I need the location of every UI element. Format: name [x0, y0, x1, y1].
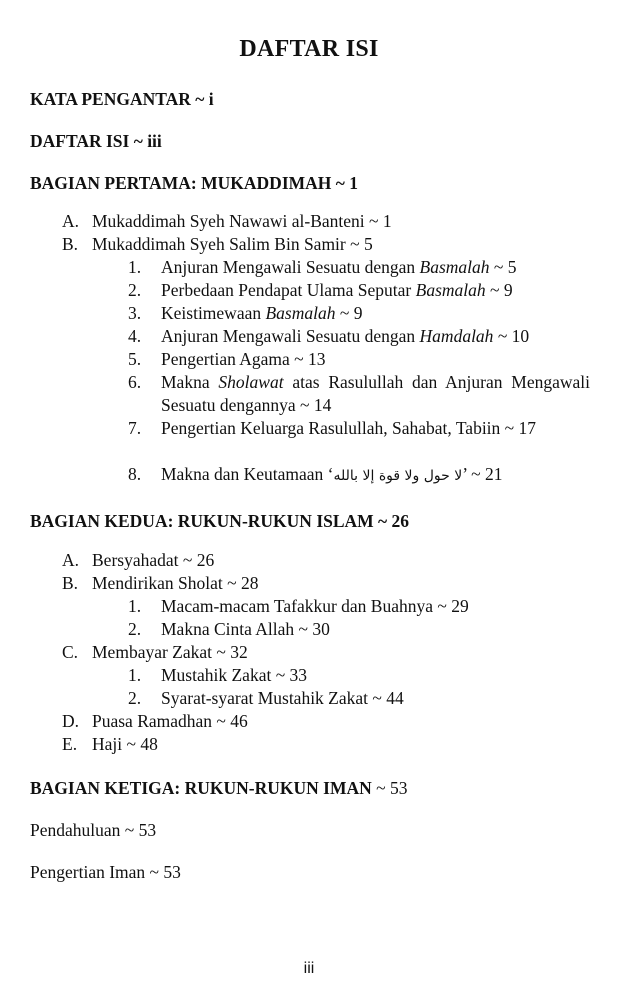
- toc-subitem[interactable]: [128, 417, 590, 440]
- item-text: Pengertian Agama ~ 13: [161, 349, 326, 369]
- item-marker: B.: [62, 234, 79, 254]
- item-text: Haji ~ 48: [92, 734, 158, 754]
- item-page: ~ 9: [335, 303, 363, 323]
- toc-bagian-kedua[interactable]: BAGIAN KEDUA: RUKUN-RUKUN ISLAM ~ 26: [30, 511, 410, 531]
- toc-pendahuluan[interactable]: Pendahuluan ~ 53: [30, 820, 157, 840]
- toc-subitem[interactable]: [128, 371, 590, 417]
- item-text: Macam-macam Tafakkur dan Buahnya ~ 29: [161, 596, 469, 616]
- item-marker: A.: [62, 550, 80, 570]
- toc-item[interactable]: [62, 733, 158, 756]
- toc-item[interactable]: [62, 233, 373, 256]
- item-italic: Hamdalah: [419, 326, 494, 346]
- toc-subitem[interactable]: [128, 302, 590, 325]
- item-italic: Sholawat: [218, 372, 284, 392]
- item-italic: Basmalah: [265, 303, 336, 323]
- item-text: Mustahik Zakat ~ 33: [161, 665, 308, 685]
- page-number: iii: [303, 960, 315, 977]
- item-italic: Basmalah: [419, 257, 490, 277]
- item-text: Anjuran Mengawali Sesuatu dengan: [161, 326, 420, 346]
- item-marker: D.: [62, 711, 80, 731]
- item-text: Pengertian Keluarga Rasulullah, Sahabat, Tabiin ~ 17: [161, 418, 537, 438]
- section-page: ~ 53: [371, 778, 408, 798]
- item-marker: B.: [62, 573, 79, 593]
- toc-daftar-isi[interactable]: DAFTAR ISI ~ iii: [30, 131, 162, 151]
- item-text: Makna dan Keutamaan ‘: [161, 464, 334, 484]
- item-marker: 2.: [128, 688, 142, 708]
- toc-subitem[interactable]: [128, 256, 590, 279]
- toc-pengertian-iman[interactable]: Pengertian Iman ~ 53: [30, 862, 181, 882]
- page-title: DAFTAR ISI: [239, 36, 379, 62]
- toc-subitem[interactable]: [128, 664, 590, 687]
- item-text: Mukaddimah Syeh Salim Bin Samir ~ 5: [92, 234, 373, 254]
- item-marker: 1.: [128, 665, 142, 685]
- item-page: atas Rasulullah dan Anjuran Mengawali Sesuatu dengannya ~ 14: [161, 372, 590, 415]
- item-marker: 3.: [128, 303, 142, 323]
- toc-subitem[interactable]: [128, 618, 590, 641]
- item-page: ’ ~ 21: [462, 464, 503, 484]
- section-heading: BAGIAN KETIGA: RUKUN-RUKUN IMAN: [30, 778, 372, 798]
- item-marker: 6.: [128, 372, 142, 392]
- item-text: Perbedaan Pendapat Ulama Seputar: [161, 280, 416, 300]
- item-text: Makna: [161, 372, 219, 392]
- item-marker: 5.: [128, 349, 142, 369]
- item-marker: 1.: [128, 257, 142, 277]
- toc-subitem[interactable]: [128, 325, 590, 348]
- item-marker: 4.: [128, 326, 142, 346]
- item-marker: 2.: [128, 619, 142, 639]
- item-page: ~ 9: [485, 280, 513, 300]
- toc-item[interactable]: [62, 641, 248, 664]
- toc-item[interactable]: [62, 710, 248, 733]
- item-page: ~ 5: [489, 257, 517, 277]
- toc-kata-pengantar[interactable]: KATA PENGANTAR ~ i: [30, 89, 214, 109]
- item-marker: 2.: [128, 280, 142, 300]
- item-text: Bersyahadat ~ 26: [92, 550, 215, 570]
- item-marker: E.: [62, 734, 78, 754]
- item-marker: 1.: [128, 596, 142, 616]
- item-text: Membayar Zakat ~ 32: [92, 642, 248, 662]
- item-page: ~ 10: [493, 326, 530, 346]
- item-text: Mendirikan Sholat ~ 28: [92, 573, 259, 593]
- toc-subitem[interactable]: [128, 463, 590, 488]
- item-italic: Basmalah: [415, 280, 486, 300]
- toc-bagian-ketiga[interactable]: [30, 777, 407, 799]
- item-text: Mukaddimah Syeh Nawawi al-Banteni ~ 1: [92, 211, 392, 231]
- toc-bagian-pertama[interactable]: BAGIAN PERTAMA: MUKADDIMAH ~ 1: [30, 173, 358, 193]
- item-marker: A.: [62, 211, 80, 231]
- item-text: Anjuran Mengawali Sesuatu dengan: [161, 257, 420, 277]
- item-text: Makna Cinta Allah ~ 30: [161, 619, 330, 639]
- toc-subitem[interactable]: [128, 348, 590, 371]
- toc-subitem[interactable]: [128, 687, 590, 710]
- toc-item[interactable]: [62, 210, 392, 233]
- item-marker: 7.: [128, 418, 142, 438]
- toc-subitem[interactable]: [128, 595, 590, 618]
- toc-item[interactable]: [62, 572, 258, 595]
- arabic-phrase: لا حول ولا قوة إلا بالله: [333, 468, 463, 484]
- item-marker: 8.: [128, 464, 142, 484]
- item-text: Syarat-syarat Mustahik Zakat ~ 44: [161, 688, 404, 708]
- toc-subitem[interactable]: [128, 279, 590, 302]
- toc-item[interactable]: [62, 549, 214, 572]
- item-text: Keistimewaan: [161, 303, 266, 323]
- item-text: Puasa Ramadhan ~ 46: [92, 711, 248, 731]
- item-marker: C.: [62, 642, 79, 662]
